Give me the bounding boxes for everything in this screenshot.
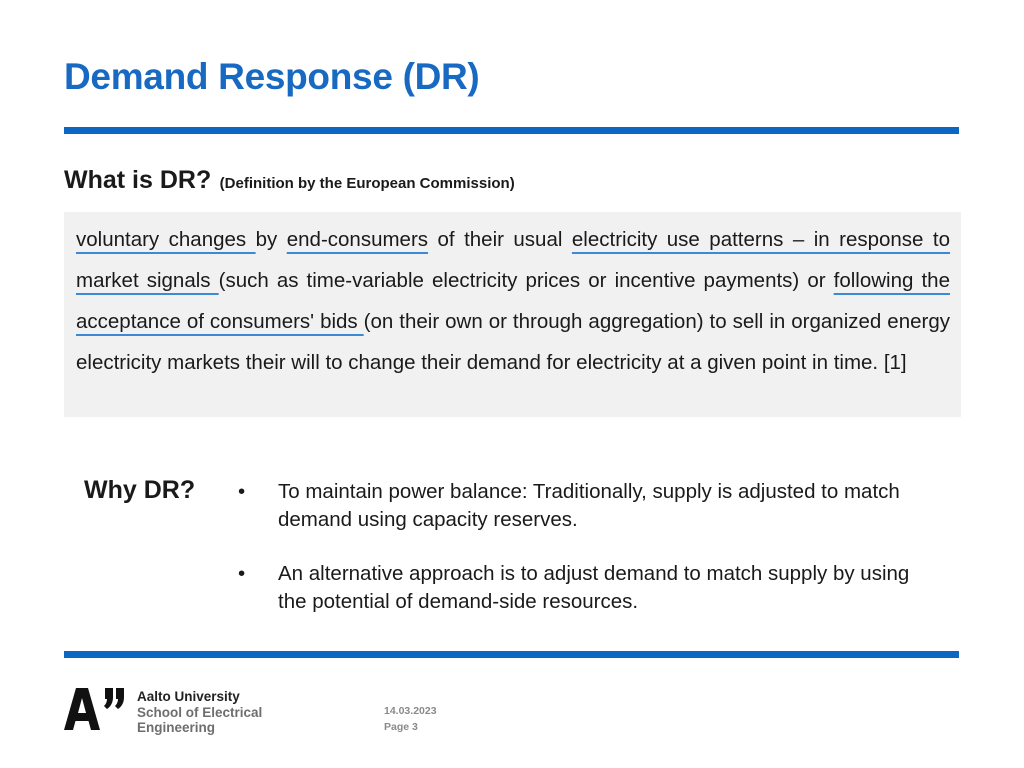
- slide-date: 14.03.2023: [384, 705, 437, 717]
- aalto-logo-icon: [64, 688, 126, 730]
- school-line: Engineering: [137, 720, 216, 735]
- school-line: School of Electrical: [137, 704, 263, 720]
- why-bullet-list: [236, 478, 926, 642]
- header-divider: [64, 127, 959, 134]
- definition-box: [64, 212, 961, 417]
- definition-source: (Definition by the European Commission): [219, 175, 515, 192]
- definition-text: [76, 219, 950, 383]
- page-number: Page 3: [384, 721, 418, 733]
- university-line: Aalto University: [137, 689, 240, 704]
- slide-meta: [384, 703, 437, 735]
- bullet-text: An alternative approach is to adjust demand to match supply by using the potential of demand-side resources.: [278, 562, 910, 613]
- list-item: [236, 478, 926, 534]
- definition-segment: voluntary changes: [76, 228, 256, 251]
- definition-segment: (on their own or through aggregation) to sell in organized energy electricity markets their will to change their demand for electricity at a given point in time. [1]: [76, 310, 950, 374]
- list-item: [236, 560, 926, 616]
- definition-segment: end-consumers: [286, 228, 429, 251]
- definition-heading: [64, 166, 515, 195]
- definition-segment: (such as time-variable electricity prices or incentive payments) or: [218, 269, 834, 292]
- bullet-text: To maintain power balance: Traditionally, supply is adjusted to match demand using capacity reserves.: [278, 480, 900, 531]
- why-heading: Why DR?: [84, 476, 196, 504]
- bullet-marker: •: [238, 480, 246, 503]
- definition-segment: by: [255, 228, 287, 251]
- university-name: [137, 689, 262, 736]
- footer-divider: [64, 651, 959, 658]
- definition-segment: of their usual: [428, 228, 572, 251]
- definition-question: What is DR?: [64, 166, 212, 194]
- bullet-marker: •: [238, 562, 246, 585]
- definition-segment: electricity use patterns – in response to market signals: [76, 228, 951, 292]
- definition-segment: following the acceptance of consumers' bids: [76, 269, 950, 333]
- page-title: Demand Response (DR): [64, 56, 480, 97]
